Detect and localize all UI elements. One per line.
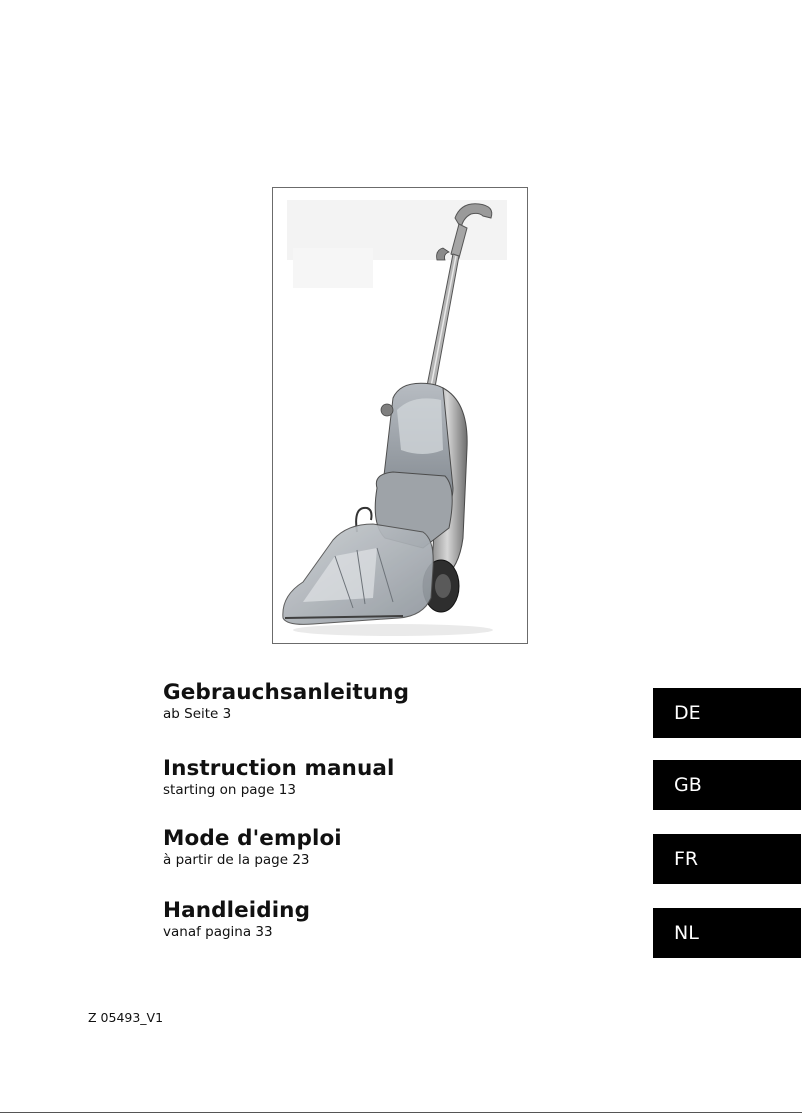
language-tab-gb[interactable]: GB [653,760,801,810]
section-gb [163,756,394,799]
language-tab-fr[interactable]: FR [653,834,801,884]
section-nl [163,898,310,941]
page-bottom-rule [0,1112,802,1113]
document-code: Z 05493_V1 [88,1010,164,1025]
section-title: Mode d'emploi [163,826,342,851]
section-title: Gebrauchsanleitung [163,680,410,705]
language-tab-de[interactable]: DE [653,688,801,738]
product-photo [272,187,528,644]
language-tab-nl[interactable]: NL [653,908,801,958]
section-subtitle: à partir de la page 23 [163,852,310,868]
section-subtitle: ab Seite 3 [163,706,232,722]
section-title: Instruction manual [163,756,395,781]
section-subtitle: starting on page 13 [163,782,296,798]
section-fr [163,826,342,869]
section-subtitle: vanaf pagina 33 [163,924,273,940]
section-de [163,680,409,723]
section-title: Handleiding [163,898,311,923]
carpet-washer-illustration [273,188,527,643]
